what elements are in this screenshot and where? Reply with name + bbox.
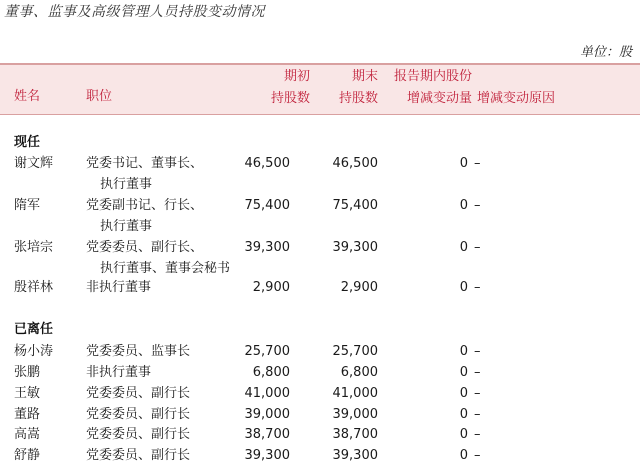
unit-label: 单位：股 — [579, 45, 632, 60]
header-end-line1: 期末 — [351, 69, 378, 84]
cell-reason: – — [474, 344, 481, 359]
cell-end-shares: 2,900 — [340, 280, 378, 295]
position-line: 党委副书记、行长、 — [86, 198, 204, 213]
cell-name: 隋军 — [14, 198, 41, 213]
header-begin-line1: 期初 — [283, 69, 310, 84]
header-change-line1: 报告期内股份 — [393, 69, 472, 84]
cell-begin-shares: 6,800 — [252, 365, 290, 380]
table-header — [0, 63, 640, 115]
cell-position — [86, 153, 203, 195]
cell-reason: – — [474, 386, 481, 401]
cell-position — [86, 195, 203, 237]
header-change-line2: 增减变动量 — [406, 91, 472, 106]
position-line: 党委委员、副行长 — [86, 407, 191, 422]
cell-name: 谢文辉 — [14, 156, 54, 171]
cell-change: 0 — [459, 386, 468, 401]
cell-name: 高嵩 — [14, 427, 41, 442]
cell-begin-shares: 25,700 — [244, 344, 290, 359]
cell-change: 0 — [459, 344, 468, 359]
cell-name: 殷祥林 — [14, 280, 54, 295]
cell-position — [86, 404, 190, 425]
position-line: 党委委员、副行长 — [86, 448, 191, 463]
cell-name: 张鹏 — [14, 365, 41, 380]
cell-change: 0 — [459, 365, 468, 380]
cell-begin-shares: 38,700 — [244, 427, 290, 442]
cell-change: 0 — [459, 240, 468, 255]
cell-end-shares: 46,500 — [332, 156, 378, 171]
position-line: 党委委员、副行长、 — [86, 240, 204, 255]
cell-change: 0 — [459, 280, 468, 295]
cell-reason: – — [474, 198, 481, 213]
cell-begin-shares: 39,000 — [244, 407, 290, 422]
cell-reason: – — [474, 156, 481, 171]
cell-begin-shares: 41,000 — [244, 386, 290, 401]
position-line: 非执行董事 — [86, 280, 152, 295]
position-line: 党委委员、副行长 — [86, 386, 191, 401]
cell-begin-shares: 46,500 — [244, 156, 290, 171]
cell-end-shares: 6,800 — [340, 365, 378, 380]
cell-end-shares: 38,700 — [332, 427, 378, 442]
cell-name: 杨小涛 — [14, 344, 54, 359]
cell-name: 王敏 — [14, 386, 41, 401]
position-line: 党委委员、副行长 — [86, 427, 191, 442]
cell-name: 张培宗 — [14, 240, 54, 255]
cell-end-shares: 41,000 — [332, 386, 378, 401]
cell-change: 0 — [459, 427, 468, 442]
cell-position — [86, 362, 151, 383]
cell-position — [86, 277, 151, 298]
cell-reason: – — [474, 448, 481, 463]
position-line: 执行董事 — [100, 219, 153, 234]
cell-end-shares: 39,000 — [332, 407, 378, 422]
section-label: 现任 — [14, 135, 41, 150]
cell-begin-shares: 39,300 — [244, 240, 290, 255]
cell-end-shares: 39,300 — [332, 448, 378, 463]
cell-reason: – — [474, 280, 481, 295]
cell-begin-shares: 2,900 — [252, 280, 290, 295]
header-end-line2: 持股数 — [338, 91, 378, 106]
header-name: 姓名 — [14, 89, 41, 104]
position-line: 执行董事 — [100, 177, 153, 192]
cell-position — [86, 341, 190, 362]
cell-change: 0 — [459, 156, 468, 171]
cell-change: 0 — [459, 407, 468, 422]
header-begin-line2: 持股数 — [270, 91, 310, 106]
cell-position — [86, 445, 190, 466]
cell-end-shares: 25,700 — [332, 344, 378, 359]
cell-change: 0 — [459, 198, 468, 213]
position-line: 执行董事、董事会秘书 — [100, 261, 231, 276]
position-line: 非执行董事 — [86, 365, 152, 380]
cell-name: 舒静 — [14, 448, 41, 463]
cell-position — [86, 424, 190, 445]
cell-reason: – — [474, 407, 481, 422]
page-title: 董事、监事及高级管理人员持股变动情况 — [4, 4, 265, 20]
cell-end-shares: 39,300 — [332, 240, 378, 255]
cell-reason: – — [474, 240, 481, 255]
header-reason: 增减变动原因 — [477, 91, 556, 106]
position-line: 党委委员、监事长 — [86, 344, 191, 359]
cell-reason: – — [474, 427, 481, 442]
header-position: 职位 — [86, 89, 113, 104]
cell-name: 董路 — [14, 407, 41, 422]
section-label: 已离任 — [14, 322, 54, 337]
cell-change: 0 — [459, 448, 468, 463]
cell-position — [86, 237, 230, 279]
cell-position — [86, 383, 190, 404]
position-line: 党委书记、董事长、 — [86, 156, 204, 171]
cell-begin-shares: 39,300 — [244, 448, 290, 463]
cell-reason: – — [474, 365, 481, 380]
cell-end-shares: 75,400 — [332, 198, 378, 213]
cell-begin-shares: 75,400 — [244, 198, 290, 213]
